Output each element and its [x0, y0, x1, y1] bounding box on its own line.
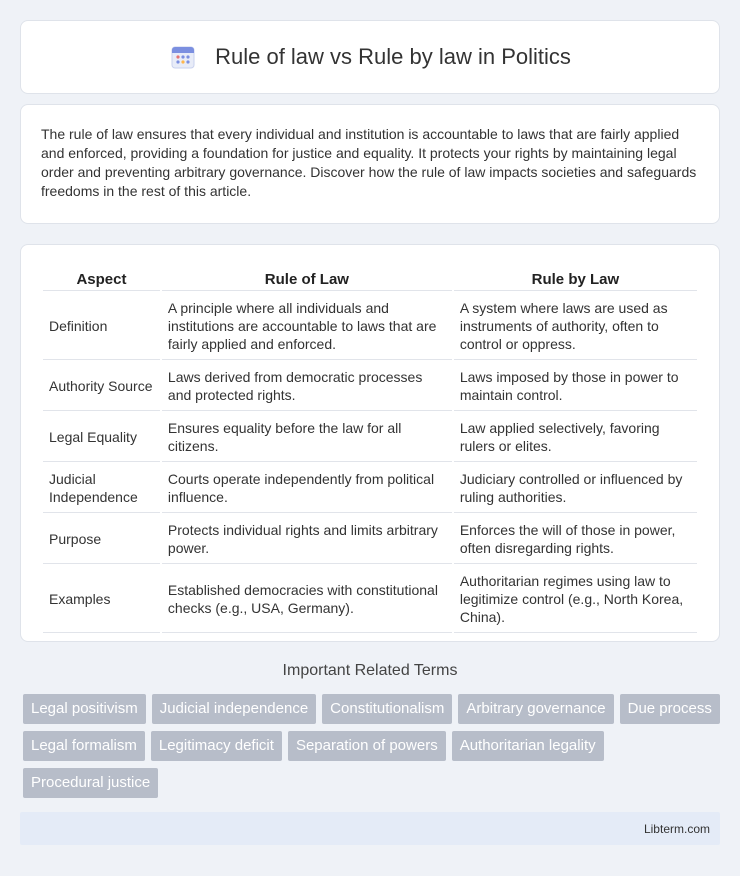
- table-cell-aspect: Judicial Independence: [43, 464, 160, 513]
- related-term-tag[interactable]: Legitimacy deficit: [151, 731, 282, 761]
- related-term-tag[interactable]: Authoritarian legality: [452, 731, 604, 761]
- table-row: [43, 515, 697, 564]
- table-cell-aspect: Examples: [43, 566, 160, 633]
- related-term-tag[interactable]: Legal positivism: [23, 694, 146, 724]
- table-cell-rule-of-law: Protects individual rights and limits arbitrary power.: [162, 515, 452, 564]
- related-term-tag[interactable]: Due process: [620, 694, 720, 724]
- related-terms-title: Important Related Terms: [282, 662, 458, 679]
- related-term-tag[interactable]: Legal formalism: [23, 731, 145, 761]
- table-row: [43, 413, 697, 462]
- table-cell-rule-by-law: A system where laws are used as instruments of authority, often to control or oppress.: [454, 293, 697, 360]
- table-cell-rule-of-law: Courts operate independently from political influence.: [162, 464, 452, 513]
- page-title: Rule of law vs Rule by law in Politics: [215, 44, 571, 69]
- related-term-tag[interactable]: Procedural justice: [23, 768, 158, 798]
- table-row: [43, 566, 697, 633]
- header-card: [20, 20, 720, 94]
- intro-text: The rule of law ensures that every individual and institution is accountable to laws that are fairly applied and enforced, providing a foundation for justice and equality. It protects your rights by maintaining legal order and preventing arbitrary governance. Discover how the rule of law impacts societies and safeguards freedoms in the rest of this article.: [41, 126, 697, 199]
- related-term-tag[interactable]: Arbitrary governance: [458, 694, 613, 724]
- related-terms-list: [23, 694, 723, 798]
- related-term-tag[interactable]: Judicial independence: [152, 694, 316, 724]
- table-cell-aspect: Purpose: [43, 515, 160, 564]
- table-cell-rule-by-law: Authoritarian regimes using law to legitimize control (e.g., North Korea, China).: [454, 566, 697, 633]
- column-header-rule-of-law: Rule of Law: [162, 267, 452, 291]
- table-cell-rule-of-law: Ensures equality before the law for all citizens.: [162, 413, 452, 462]
- table-cell-rule-of-law: Established democracies with constitutional checks (e.g., USA, Germany).: [162, 566, 452, 633]
- related-term-tag[interactable]: Separation of powers: [288, 731, 446, 761]
- calendar-grid-icon: [169, 43, 197, 71]
- table-row: [43, 293, 697, 360]
- table-cell-rule-by-law: Laws imposed by those in power to maintain control.: [454, 362, 697, 411]
- table-header-row: [43, 267, 697, 291]
- table-cell-aspect: Authority Source: [43, 362, 160, 411]
- footer: [20, 812, 720, 845]
- table-cell-rule-of-law: Laws derived from democratic processes and protected rights.: [162, 362, 452, 411]
- table-cell-rule-by-law: Enforces the will of those in power, often disregarding rights.: [454, 515, 697, 564]
- table-cell-aspect: Legal Equality: [43, 413, 160, 462]
- comparison-table-card: [20, 244, 720, 642]
- table-cell-aspect: Definition: [43, 293, 160, 360]
- table-cell-rule-by-law: Judiciary controlled or influenced by ruling authorities.: [454, 464, 697, 513]
- intro-card: [20, 104, 720, 224]
- footer-site-link[interactable]: Libterm.com: [643, 821, 710, 836]
- table-row: [43, 464, 697, 513]
- table-row: [43, 362, 697, 411]
- column-header-aspect: Aspect: [43, 267, 160, 291]
- comparison-table: [41, 265, 699, 635]
- column-header-rule-by-law: Rule by Law: [454, 267, 697, 291]
- table-cell-rule-by-law: Law applied selectively, favoring rulers or elites.: [454, 413, 697, 462]
- table-cell-rule-of-law: A principle where all individuals and institutions are accountable to laws that are fairly applied and enforced.: [162, 293, 452, 360]
- related-term-tag[interactable]: Constitutionalism: [322, 694, 452, 724]
- header-inner: [169, 43, 571, 71]
